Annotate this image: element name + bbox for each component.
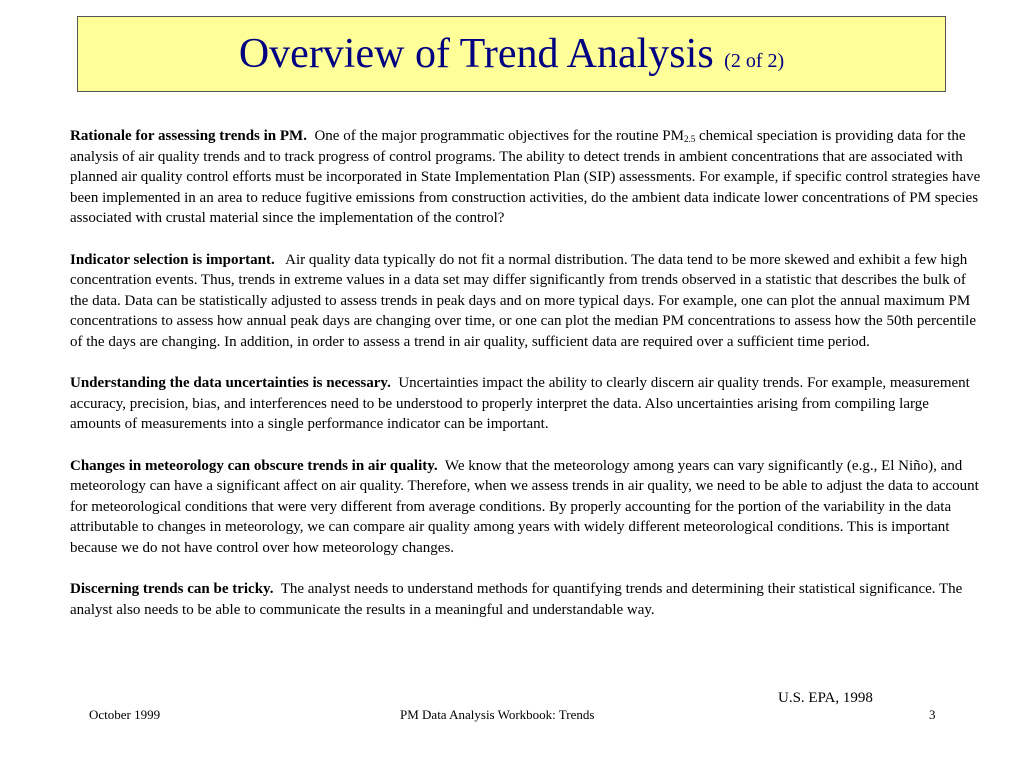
title-box (77, 16, 946, 92)
paragraph-uncertainties (70, 373, 982, 435)
paragraph-heading: Indicator selection is important. (70, 251, 275, 268)
paragraph-tricky-trends (70, 579, 982, 620)
slide-title (239, 33, 784, 75)
paragraph-rationale (70, 126, 982, 229)
body-text (70, 126, 982, 620)
footer-date: October 1999 (89, 707, 161, 722)
footer-workbook-title: PM Data Analysis Workbook: Trends (400, 707, 595, 722)
paragraph-text: Uncertainties impact the ability to clearly discern air quality trends. For example, measurement accuracy, precision, bias, and interferences need to be understood to properly interpret the data. Also uncertainties arising from compiling large amounts of measurements into a single performance indicator can be important. (70, 375, 970, 433)
paragraph-text: The analyst needs to understand methods for quantifying trends and determining their statistical significance. The analyst also needs to be able to communicate the results in a meaningful and understandable way. (70, 581, 963, 618)
paragraph-meteorology (70, 456, 982, 559)
paragraph-heading: Changes in meteorology can obscure trends in air quality. (70, 457, 438, 474)
paragraph-text: We know that the meteorology among years can vary significantly (e.g., El Niño), and meteorology can have a significant affect on air quality. Therefore, when we assess trends in air quality, we need to be able to adjust the data to account for meteorological conditions that were very different from average conditions. By properly accounting for the portion of the variability in the data attributable to changes in meteorology, we can compare air quality among years with widely different meteorological conditions. This is important because we do not have control over how meteorology changes. (70, 457, 979, 556)
source-attribution: U.S. EPA, 1998 (778, 690, 873, 706)
footer-page-number: 3 (929, 707, 936, 722)
paragraph-text: One of the major programmatic objectives for the routine PM (314, 128, 684, 144)
paragraph-heading: Discerning trends can be tricky. (70, 581, 274, 598)
pm-subscript: 2.5 (683, 134, 696, 144)
slide-title-part-indicator: (2 of 2) (724, 50, 785, 72)
paragraph-heading: Understanding the data uncertainties is necessary. (70, 375, 391, 392)
paragraph-text-continued: chemical speciation is providing data for the analysis of air quality trends and to track progress of control programs. The ability to detect trends in ambient concentrations that are associated with planned air quality control efforts must be incorporated in State Implementation Plan (SIP) assessments. For example, if specific control strategies have been implemented in an area to reduce fugitive emissions from construction activities, do the ambient data indicate lower concentrations of PM species associated with crustal material since the implementation of the control? (70, 128, 981, 227)
slide-title-main: Overview of Trend Analysis (238, 31, 714, 77)
paragraph-heading: Rationale for assessing trends in PM. (70, 128, 307, 144)
paragraph-indicator-selection (70, 250, 982, 353)
paragraph-text: Air quality data typically do not fit a normal distribution. The data tend to be more skewed and exhibit a few high concentration events. Thus, trends in extreme values in a data set may differ significantly from trends observed in a statistic that describes the bulk of the data. Data can be statistically adjusted to assess trends in peak days and on more typical days. For example, one can plot the annual maximum PM concentrations to assess how annual peak days are changing over time, or one can plot the median PM concentrations to assess how the 50th percentile of the days are changing. In addition, in order to assess a trend in air quality, sufficient data are required over a sufficient time period. (70, 251, 976, 350)
